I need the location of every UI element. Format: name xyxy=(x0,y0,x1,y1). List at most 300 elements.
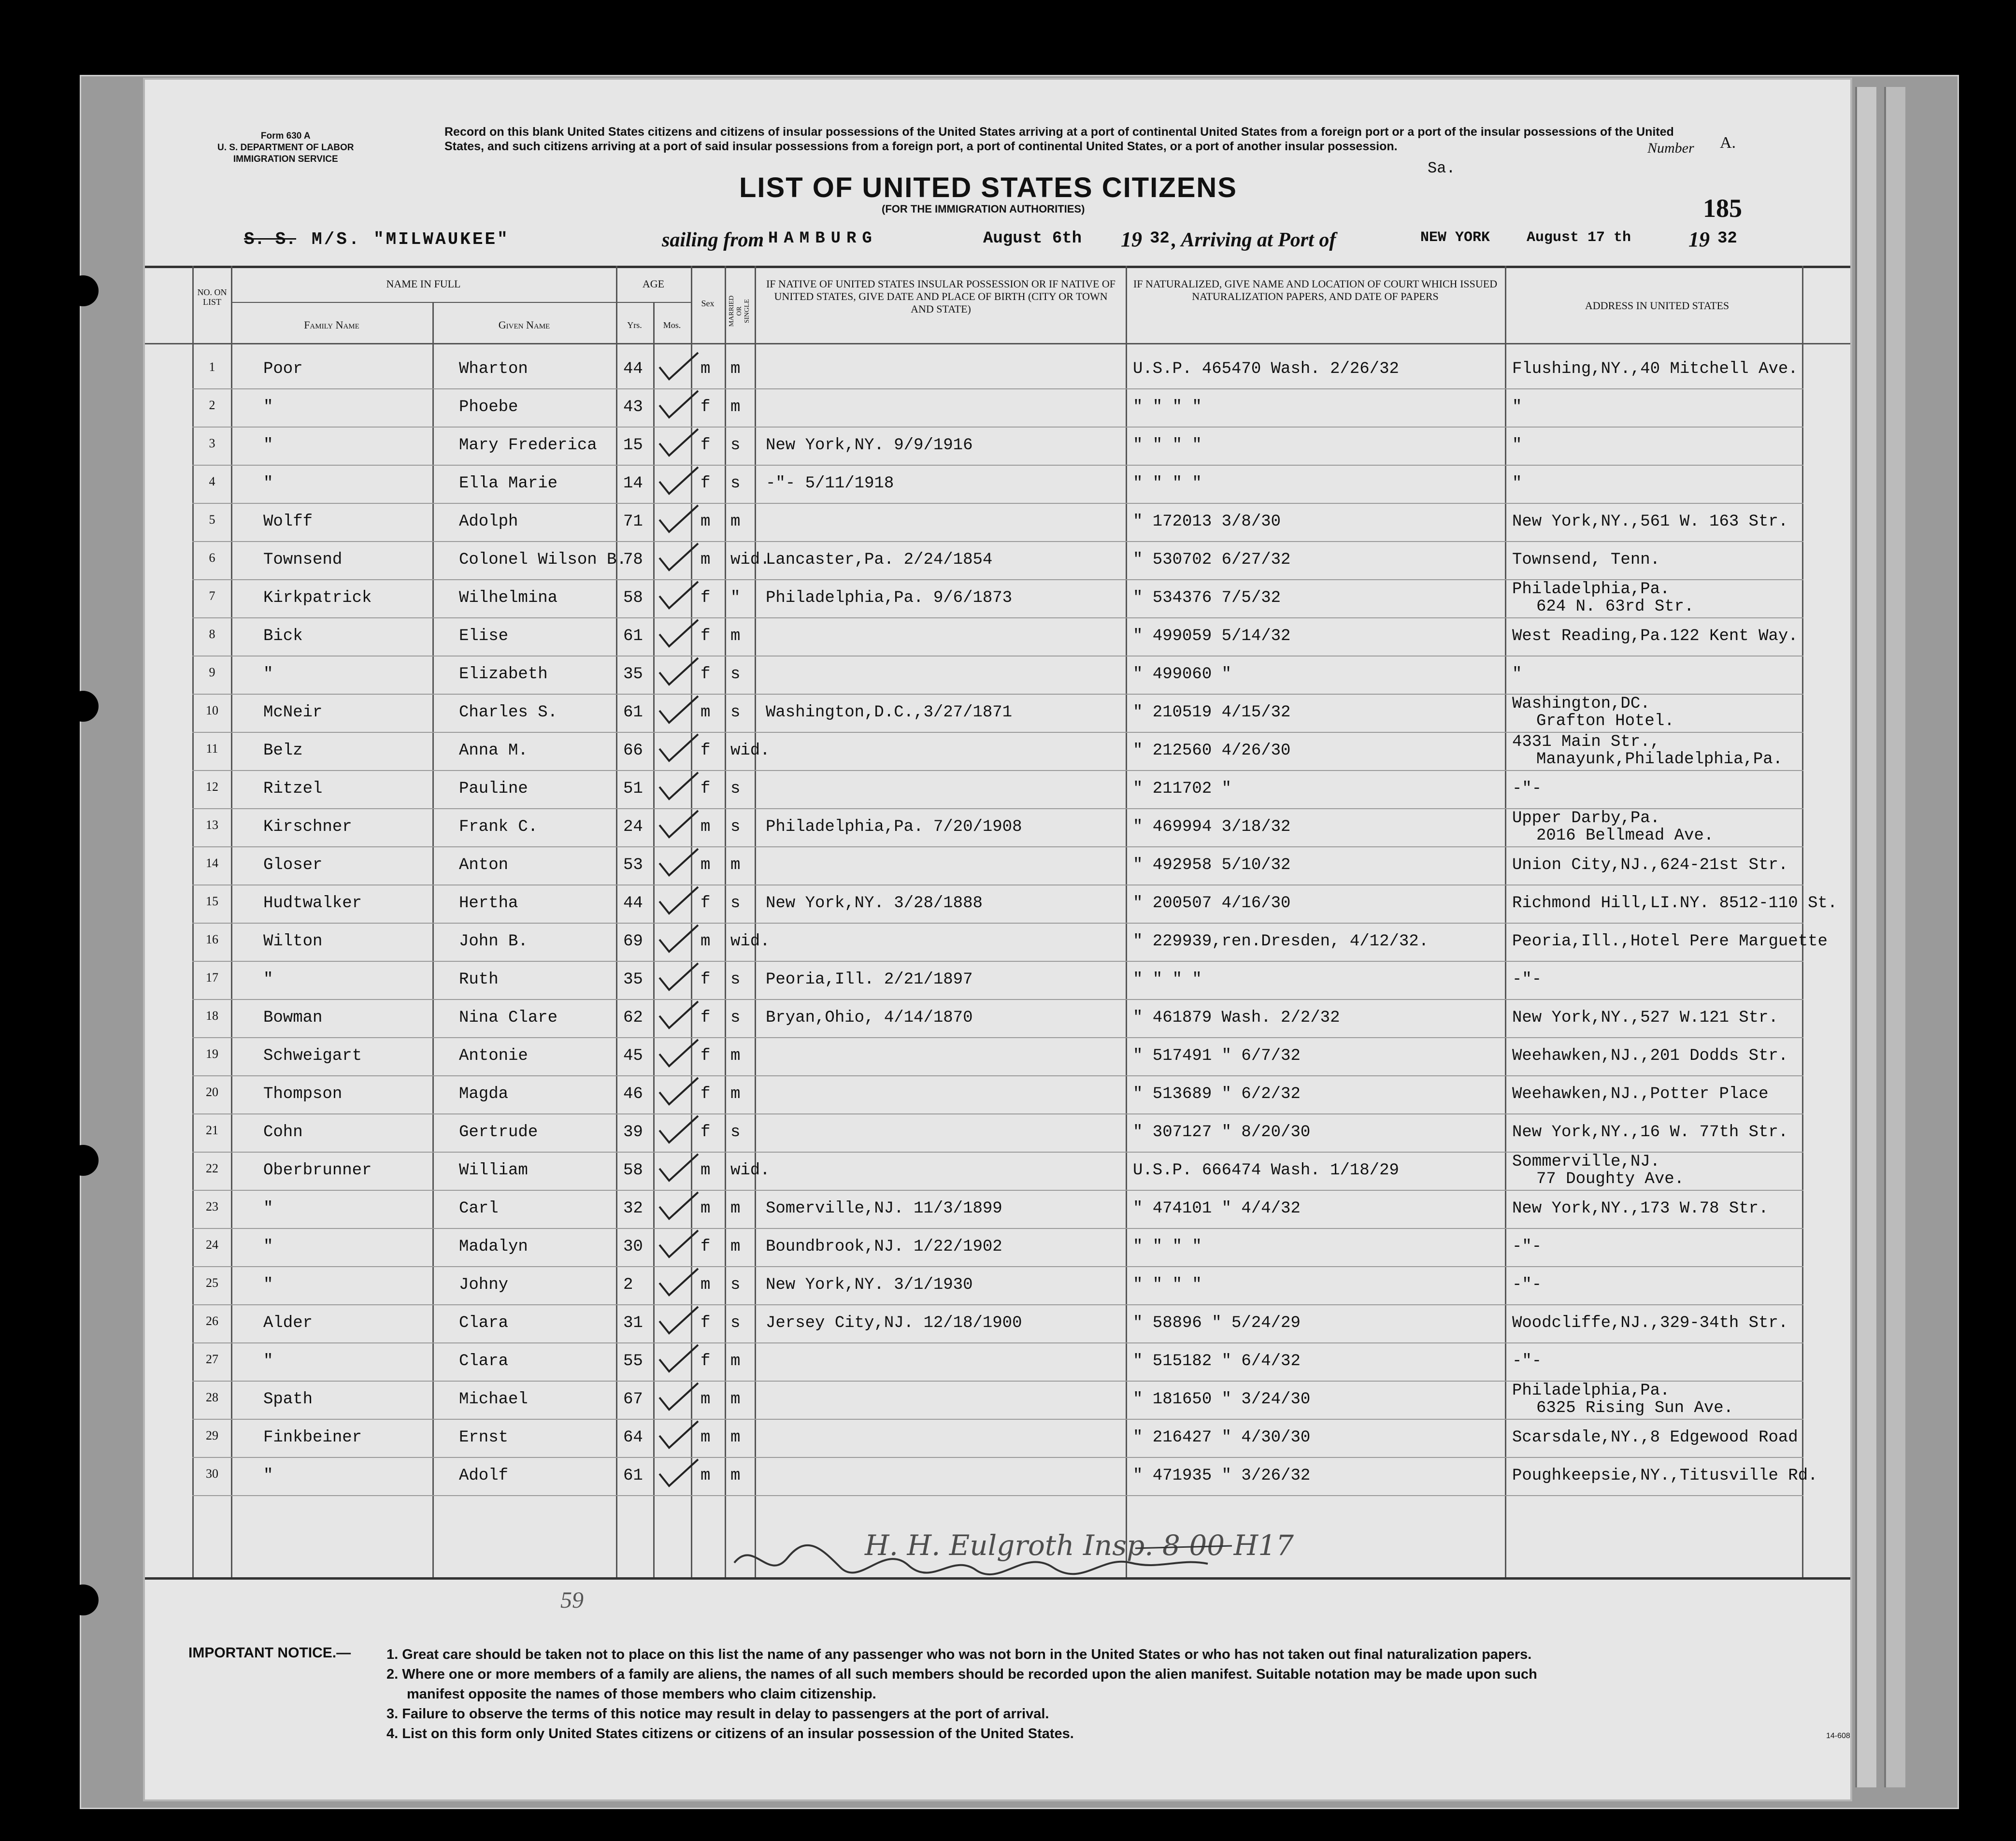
row-rule xyxy=(192,1266,1803,1267)
cell-addr: -"- xyxy=(1512,780,1542,798)
cell-family: Bowman xyxy=(263,1009,323,1027)
cell-sex: f xyxy=(701,780,711,798)
manifest-sheet xyxy=(145,80,1850,1799)
cell-given: Clara xyxy=(459,1314,509,1332)
signature-text: H. H. Eulgroth Insp. 8 00 H17 xyxy=(865,1529,1294,1562)
check-mark-icon xyxy=(657,923,701,956)
cell-given: Anna M. xyxy=(459,742,528,760)
cell-addr: New York,NY.,561 W. 163 Str. xyxy=(1512,513,1788,531)
cell-addr: Upper Darby,Pa. xyxy=(1512,809,1660,828)
cell-family: Poor xyxy=(263,360,303,378)
cell-addr: Sommerville,NJ. xyxy=(1512,1153,1660,1171)
notice-item: 1. Great care should be taken not to place on this list the name of any passenger who was not born in the United States or who has not taken out final naturalization papers. xyxy=(386,1647,1532,1662)
cell-age: 61 xyxy=(623,703,643,722)
cell-given: Mary Frederica xyxy=(459,436,597,455)
cell-ms: m xyxy=(730,1390,741,1409)
col-header-birth: IF NATIVE OF UNITED STATES INSULAR POSSESSION OR IF NATIVE OF UNITED STATES, GIVE DATE AND PLACE OF BIRTH (CITY OR TOWN AND STATE) xyxy=(766,278,1116,315)
cell-given: Wilhelmina xyxy=(459,589,558,607)
number-label: Number xyxy=(1647,140,1694,156)
cell-given: Elise xyxy=(459,627,509,645)
check-mark-icon xyxy=(657,427,701,460)
cell-age: 15 xyxy=(623,436,643,455)
cell-birth: New York,NY. 9/9/1916 xyxy=(766,436,973,455)
col-rule xyxy=(432,302,434,1577)
cell-ms: s xyxy=(730,436,741,455)
check-mark-icon xyxy=(657,1113,701,1147)
cell-age: 39 xyxy=(623,1123,643,1142)
cell-nat: " 229939,ren.Dresden, 4/12/32. xyxy=(1133,932,1429,951)
check-mark-icon xyxy=(657,808,701,842)
cell-sex: m xyxy=(701,1161,711,1180)
cell-addr: " xyxy=(1512,474,1522,493)
row-rule xyxy=(192,1304,1803,1305)
cell-no: 2 xyxy=(209,398,215,412)
cell-age: 53 xyxy=(623,856,643,874)
cell-sex: m xyxy=(701,551,711,569)
col-header-age: AGE xyxy=(642,278,665,290)
row-rule xyxy=(192,541,1803,542)
cell-nat: " " " " xyxy=(1133,398,1202,416)
cell-given: Charles S. xyxy=(459,703,558,722)
check-mark-icon xyxy=(657,1304,701,1338)
cell-sex: f xyxy=(701,894,711,913)
cell-sex: f xyxy=(701,436,711,455)
subheader-rule xyxy=(231,302,691,303)
cell-no: 19 xyxy=(206,1047,218,1061)
cell-addr: Union City,NJ.,624-21st Str. xyxy=(1512,856,1788,874)
cell-family: " xyxy=(263,1467,273,1485)
row-rule xyxy=(192,1113,1803,1114)
check-mark-icon xyxy=(657,694,701,728)
cell-age: 35 xyxy=(623,970,643,989)
cell-family: Alder xyxy=(263,1314,313,1332)
cell-no: 16 xyxy=(206,932,218,946)
cell-nat: " " " " xyxy=(1133,436,1202,455)
date-from: August 6th xyxy=(983,229,1082,248)
cell-no: 25 xyxy=(206,1276,218,1290)
cell-no: 22 xyxy=(206,1161,218,1175)
cell-given: Johny xyxy=(459,1276,509,1294)
row-rule xyxy=(192,770,1803,771)
cell-given: Wharton xyxy=(459,360,528,378)
check-mark-icon xyxy=(657,579,701,613)
cell-ms: m xyxy=(730,1085,741,1103)
page-number: 185 xyxy=(1703,194,1742,223)
check-mark-icon xyxy=(657,1457,701,1491)
cell-addr: New York,NY.,173 W.78 Str. xyxy=(1512,1199,1769,1218)
cell-family: Finkbeiner xyxy=(263,1428,362,1447)
cell-given: Magda xyxy=(459,1085,509,1103)
cell-nat: U.S.P. 465470 Wash. 2/26/32 xyxy=(1133,360,1399,378)
notice-item: 4. List on this form only United States citizens or citizens of an insular possession of the United States. xyxy=(386,1726,1074,1741)
row-rule xyxy=(192,1228,1803,1229)
port-to: NEW YORK xyxy=(1420,229,1490,246)
cell-family: Cohn xyxy=(263,1123,303,1142)
cell-birth: Somerville,NJ. 11/3/1899 xyxy=(766,1199,1002,1218)
cell-nat: " 200507 4/16/30 xyxy=(1133,894,1291,913)
cell-birth: Lancaster,Pa. 2/24/1854 xyxy=(766,551,993,569)
cell-nat: " 534376 7/5/32 xyxy=(1133,589,1281,607)
cell-given: Frank C. xyxy=(459,818,538,836)
cell-addr2: Grafton Hotel. xyxy=(1536,712,1674,730)
cell-sex: f xyxy=(701,1238,711,1256)
check-mark-icon xyxy=(657,1190,701,1224)
cell-no: 10 xyxy=(206,703,218,717)
cell-birth: Washington,D.C.,3/27/1871 xyxy=(766,703,1013,722)
cell-family: Townsend xyxy=(263,551,343,569)
cell-no: 12 xyxy=(206,780,218,794)
cell-nat: " 307127 " 8/20/30 xyxy=(1133,1123,1311,1142)
cell-family: Bick xyxy=(263,627,303,645)
cell-no: 21 xyxy=(206,1123,218,1137)
cell-ms: s xyxy=(730,703,741,722)
ss-struck: S. S. xyxy=(244,229,297,249)
cell-family: Ritzel xyxy=(263,780,323,798)
cell-given: Pauline xyxy=(459,780,528,798)
col-header-mos: Mos. xyxy=(663,320,681,330)
check-mark-icon xyxy=(657,388,701,422)
cell-sex: m xyxy=(701,1467,711,1485)
cell-sex: f xyxy=(701,742,711,760)
col-header-naturalized: IF NATURALIZED, GIVE NAME AND LOCATION OF COURT WHICH ISSUED NATURALIZATION PAPERS, AND DATE OF PAPERS xyxy=(1133,278,1498,302)
date-to: August 17 th xyxy=(1527,229,1631,246)
cell-sex: m xyxy=(701,1428,711,1447)
cell-addr: West Reading,Pa.122 Kent Way. xyxy=(1512,627,1798,645)
check-mark-icon xyxy=(657,503,701,537)
cell-no: 8 xyxy=(209,627,215,641)
cell-ms: m xyxy=(730,1047,741,1065)
cell-age: 58 xyxy=(623,1161,643,1180)
adjacent-page-edge xyxy=(1855,87,1876,1787)
cell-given: Adolph xyxy=(459,513,518,531)
cell-age: 61 xyxy=(623,1467,643,1485)
cell-family: " xyxy=(263,665,273,684)
row-rule xyxy=(192,388,1803,389)
cell-nat: U.S.P. 666474 Wash. 1/18/29 xyxy=(1133,1161,1399,1180)
cell-age: 51 xyxy=(623,780,643,798)
cell-nat: " 212560 4/26/30 xyxy=(1133,742,1291,760)
cell-given: John B. xyxy=(459,932,528,951)
cell-nat: " 461879 Wash. 2/2/32 xyxy=(1133,1009,1340,1027)
check-mark-icon xyxy=(657,541,701,575)
cell-nat: " 474101 " 4/4/32 xyxy=(1133,1199,1301,1218)
check-mark-icon xyxy=(657,961,701,995)
cell-addr2: 77 Doughty Ave. xyxy=(1536,1170,1685,1188)
cell-sex: m xyxy=(701,856,711,874)
cell-nat: " " " " xyxy=(1133,970,1202,989)
cell-no: 23 xyxy=(206,1199,218,1213)
notice-item: 2. Where one or more members of a family are aliens, the names of all such members should be recorded upon the alien manifest. Suitable notation may be made upon such xyxy=(386,1667,1537,1682)
cell-addr: Woodcliffe,NJ.,329-34th Str. xyxy=(1512,1314,1788,1332)
check-mark-icon xyxy=(657,350,701,384)
cell-family: Wolff xyxy=(263,513,313,531)
cell-no: 1 xyxy=(209,360,215,374)
vessel-name: M/S. "MILWAUKEE" xyxy=(312,229,510,249)
cell-ms: wid. xyxy=(730,1161,770,1180)
header-bottom-rule xyxy=(145,343,1850,344)
cell-no: 5 xyxy=(209,513,215,527)
cell-age: 67 xyxy=(623,1390,643,1409)
binder-hole xyxy=(68,1145,99,1176)
cell-age: 69 xyxy=(623,932,643,951)
cell-nat: " 513689 " 6/2/32 xyxy=(1133,1085,1301,1103)
row-rule xyxy=(192,1457,1803,1458)
cell-nat: " 515182 " 6/4/32 xyxy=(1133,1352,1301,1370)
cell-no: 14 xyxy=(206,856,218,870)
service: IMMIGRATION SERVICE xyxy=(233,154,338,164)
cell-ms: wid. xyxy=(730,932,770,951)
cell-given: Gertrude xyxy=(459,1123,538,1142)
cell-given: Antonie xyxy=(459,1047,528,1065)
page-subtitle: (FOR THE IMMIGRATION AUTHORITIES) xyxy=(882,203,1085,215)
cell-age: 61 xyxy=(623,627,643,645)
cell-birth: New York,NY. 3/1/1930 xyxy=(766,1276,973,1294)
col-header-name: NAME IN FULL xyxy=(386,278,461,290)
cell-addr: Scarsdale,NY.,8 Edgewood Road xyxy=(1512,1428,1798,1447)
col-header-given: Given Name xyxy=(498,319,550,331)
cell-age: 46 xyxy=(623,1085,643,1103)
cell-family: Kirkpatrick xyxy=(263,589,372,607)
cell-nat: " 58896 " 5/24/29 xyxy=(1133,1314,1301,1332)
cell-nat: " " " " xyxy=(1133,474,1202,493)
col-header-married: MARRIED OR SINGLE xyxy=(728,295,751,327)
check-mark-icon xyxy=(657,885,701,918)
cell-sex: f xyxy=(701,398,711,416)
check-mark-icon xyxy=(657,1228,701,1262)
cell-addr: -"- xyxy=(1512,1276,1542,1294)
cell-sex: m xyxy=(701,513,711,531)
cell-given: Nina Clare xyxy=(459,1009,558,1027)
col-header-no: NO. ON LIST xyxy=(197,287,227,307)
cell-sex: f xyxy=(701,1123,711,1142)
cell-sex: f xyxy=(701,589,711,607)
row-rule xyxy=(192,1342,1803,1343)
cell-nat: " 211702 " xyxy=(1133,780,1232,798)
cell-age: 30 xyxy=(623,1238,643,1256)
cell-ms: m xyxy=(730,1467,741,1485)
cell-ms: s xyxy=(730,1314,741,1332)
cell-nat: " 471935 " 3/26/32 xyxy=(1133,1467,1311,1485)
cell-ms: m xyxy=(730,398,741,416)
cell-addr: New York,NY.,527 W.121 Str. xyxy=(1512,1009,1778,1027)
cell-age: 31 xyxy=(623,1314,643,1332)
cell-given: Ella Marie xyxy=(459,474,558,493)
col-header-address: ADDRESS IN UNITED STATES xyxy=(1585,300,1730,312)
cell-no: 15 xyxy=(206,894,218,908)
cell-addr: -"- xyxy=(1512,970,1542,989)
cell-given: Ruth xyxy=(459,970,499,989)
page-title: LIST OF UNITED STATES CITIZENS xyxy=(739,172,1237,203)
check-mark-icon xyxy=(657,1419,701,1453)
arriving-label: , Arriving at Port of xyxy=(1172,229,1336,251)
port-from: HAMBURG xyxy=(768,229,878,248)
cell-addr: Philadelphia,Pa. xyxy=(1512,1382,1670,1400)
cell-addr: Weehawken,NJ.,201 Dodds Str. xyxy=(1512,1047,1788,1065)
cell-nat: " 181650 " 3/24/30 xyxy=(1133,1390,1311,1409)
cell-no: 18 xyxy=(206,1009,218,1023)
cell-nat: " 210519 4/15/32 xyxy=(1133,703,1291,722)
cell-given: Carl xyxy=(459,1199,499,1218)
cell-ms: s xyxy=(730,894,741,913)
cell-no: 29 xyxy=(206,1428,218,1442)
cell-addr: Peoria,Ill.,Hotel Pere Marguette xyxy=(1512,932,1828,951)
cell-given: Hertha xyxy=(459,894,518,913)
row-rule xyxy=(192,961,1803,962)
cell-nat: " 499059 5/14/32 xyxy=(1133,627,1291,645)
cell-nat: " 492958 5/10/32 xyxy=(1133,856,1291,874)
cell-age: 64 xyxy=(623,1428,643,1447)
cell-ms: m xyxy=(730,360,741,378)
cell-given: Ernst xyxy=(459,1428,509,1447)
cell-family: " xyxy=(263,398,273,416)
cell-nat: " " " " xyxy=(1133,1276,1202,1294)
cell-birth: Philadelphia,Pa. 7/20/1908 xyxy=(766,818,1022,836)
cell-age: 44 xyxy=(623,894,643,913)
cell-family: Schweigart xyxy=(263,1047,362,1065)
cell-age: 32 xyxy=(623,1199,643,1218)
cell-ms: s xyxy=(730,1123,741,1142)
cell-addr: 4331 Main Str., xyxy=(1512,733,1660,751)
form-number: Form 630 A xyxy=(260,131,311,141)
department: U. S. DEPARTMENT OF LABOR xyxy=(217,143,354,153)
cell-addr: New York,NY.,16 W. 77th Str. xyxy=(1512,1123,1788,1142)
cell-age: 2 xyxy=(623,1276,633,1294)
cell-nat: " 517491 " 6/7/32 xyxy=(1133,1047,1301,1065)
notice-item: manifest opposite the names of those members who claim citizenship. xyxy=(407,1686,876,1702)
row-rule xyxy=(192,846,1803,847)
cell-ms: m xyxy=(730,1199,741,1218)
cell-addr: Poughkeepsie,NY.,Titusville Rd. xyxy=(1512,1467,1818,1485)
cell-birth: Bryan,Ohio, 4/14/1870 xyxy=(766,1009,973,1027)
check-mark-icon xyxy=(657,1037,701,1071)
cell-ms: m xyxy=(730,1428,741,1447)
row-rule xyxy=(192,923,1803,924)
cell-addr: Townsend, Tenn. xyxy=(1512,551,1660,569)
cell-age: 62 xyxy=(623,1009,643,1027)
row-rule xyxy=(192,617,1803,618)
binder-hole xyxy=(68,275,99,306)
cell-nat: " 216427 " 4/30/30 xyxy=(1133,1428,1311,1447)
cell-nat: " " " " xyxy=(1133,1238,1202,1256)
row-rule xyxy=(192,1075,1803,1076)
cell-given: Colonel Wilson B. xyxy=(459,551,627,569)
cell-addr: " xyxy=(1512,436,1522,455)
margin-note: 59 xyxy=(560,1587,584,1613)
cell-family: Thompson xyxy=(263,1085,343,1103)
cell-birth: -"- 5/11/1918 xyxy=(766,474,894,493)
cell-family: " xyxy=(263,474,273,493)
cell-family: " xyxy=(263,1238,273,1256)
check-mark-icon xyxy=(657,617,701,651)
adjacent-page-edge-2 xyxy=(1884,87,1905,1787)
cell-age: 35 xyxy=(623,665,643,684)
cell-age: 43 xyxy=(623,398,643,416)
check-mark-icon xyxy=(657,1342,701,1376)
cell-no: 3 xyxy=(209,436,215,450)
row-rule xyxy=(192,1495,1803,1496)
cell-sex: f xyxy=(701,474,711,493)
cell-family: " xyxy=(263,1199,273,1218)
cell-given: Adolf xyxy=(459,1467,509,1485)
cell-no: 7 xyxy=(209,589,215,603)
cell-sex: f xyxy=(701,627,711,645)
cell-family: Hudtwalker xyxy=(263,894,362,913)
cell-family: Oberbrunner xyxy=(263,1161,372,1180)
cell-age: 55 xyxy=(623,1352,643,1370)
cell-nat: " 530702 6/27/32 xyxy=(1133,551,1291,569)
cell-birth: Philadelphia,Pa. 9/6/1873 xyxy=(766,589,1013,607)
cell-age: 44 xyxy=(623,360,643,378)
cell-age: 78 xyxy=(623,551,643,569)
year-prefix-from: 19 xyxy=(1121,228,1142,251)
check-mark-icon xyxy=(657,846,701,880)
cell-sex: m xyxy=(701,818,711,836)
cell-no: 17 xyxy=(206,970,218,985)
cell-family: Wilton xyxy=(263,932,323,951)
cell-birth: Jersey City,NJ. 12/18/1900 xyxy=(766,1314,1022,1332)
cell-no: 6 xyxy=(209,551,215,565)
cell-ms: s xyxy=(730,1009,741,1027)
cell-addr2: Manayunk,Philadelphia,Pa. xyxy=(1536,750,1783,769)
row-rule xyxy=(192,465,1803,466)
cell-ms: s xyxy=(730,818,741,836)
cell-no: 27 xyxy=(206,1352,218,1366)
cell-ms: wid. xyxy=(730,742,770,760)
check-mark-icon xyxy=(657,999,701,1033)
cell-given: Madalyn xyxy=(459,1238,528,1256)
cell-sex: f xyxy=(701,1009,711,1027)
cell-sex: f xyxy=(701,1085,711,1103)
cell-family: " xyxy=(263,970,273,989)
cell-ms: m xyxy=(730,1238,741,1256)
cell-given: Clara xyxy=(459,1352,509,1370)
cell-family: Spath xyxy=(263,1390,313,1409)
notice-item: 3. Failure to observe the terms of this notice may result in delay to passengers at the port of arrival. xyxy=(386,1706,1049,1722)
row-rule xyxy=(192,999,1803,1000)
cell-ms: s xyxy=(730,780,741,798)
cell-no: 13 xyxy=(206,818,218,832)
cell-given: Michael xyxy=(459,1390,528,1409)
cell-age: 45 xyxy=(623,1047,643,1065)
cell-given: Phoebe xyxy=(459,398,518,416)
cell-addr: -"- xyxy=(1512,1238,1542,1256)
cell-addr: -"- xyxy=(1512,1352,1542,1370)
cell-addr: " xyxy=(1512,665,1522,684)
cell-ms: m xyxy=(730,627,741,645)
cell-family: " xyxy=(263,1276,273,1294)
cell-addr2: 6325 Rising Sun Ave. xyxy=(1536,1399,1734,1417)
check-mark-icon xyxy=(657,732,701,766)
row-rule xyxy=(192,503,1803,504)
check-mark-icon xyxy=(657,770,701,804)
cell-given: Anton xyxy=(459,856,509,874)
sailing-from-label: sailing from xyxy=(662,229,764,251)
instructions-text: Record on this blank United States citizens and citizens of insular possessions of the United States arriving at a port of continental United States from a foreign port or a port of the insular possessions of the United States, and such citizens arriving at a port of said insular possessions from a foreign port, a port of continental United States, or a port of another insular possession. xyxy=(444,125,1674,153)
cell-no: 9 xyxy=(209,665,215,679)
cell-sex: f xyxy=(701,970,711,989)
cell-given: William xyxy=(459,1161,528,1180)
year-to: 32 xyxy=(1717,229,1737,248)
sa-mark: Sa. xyxy=(1428,159,1456,177)
binder-hole xyxy=(68,691,99,722)
table-top-rule xyxy=(145,266,1850,268)
cell-nat: " 172013 3/8/30 xyxy=(1133,513,1281,531)
cell-sex: m xyxy=(701,703,711,722)
cell-nat: " 499060 " xyxy=(1133,665,1232,684)
row-rule xyxy=(192,427,1803,428)
form-id-block xyxy=(217,130,354,165)
cell-birth: Boundbrook,NJ. 1/22/1902 xyxy=(766,1238,1002,1256)
